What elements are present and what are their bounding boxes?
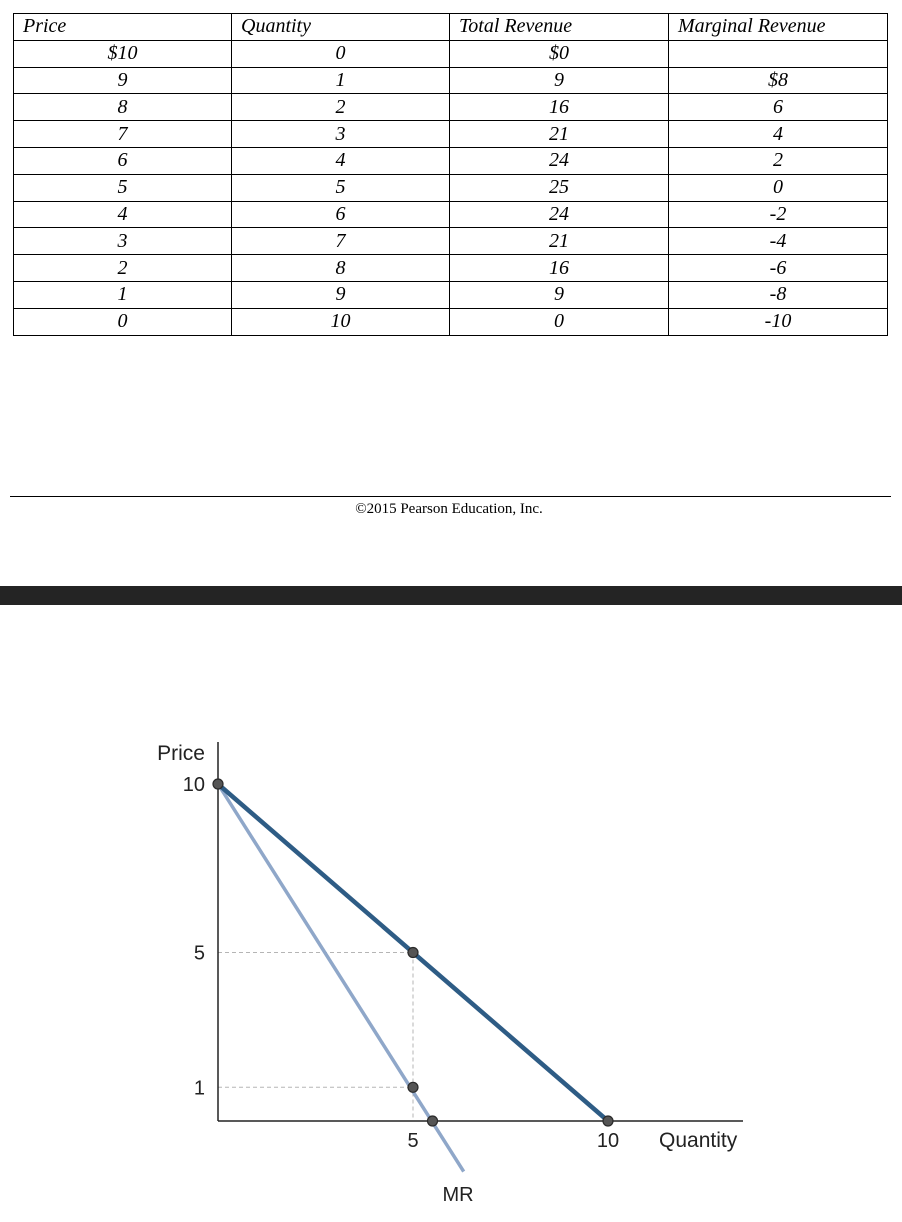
x-axis-label: Quantity	[659, 1129, 738, 1152]
table-cell: 4	[232, 147, 450, 174]
column-header: Marginal Revenue	[669, 14, 888, 41]
table-body	[14, 40, 888, 335]
table-cell: 0	[450, 308, 669, 335]
copyright-notice: ©2015 Pearson Education, Inc.	[355, 501, 543, 517]
table-row	[14, 121, 888, 148]
mr-curve	[218, 784, 464, 1172]
y-tick-label: 5	[193, 942, 205, 965]
table-row	[14, 40, 888, 67]
table-cell: -8	[669, 281, 888, 308]
table-cell: 8	[14, 94, 232, 121]
data-point	[428, 1116, 438, 1126]
table-cell: 1	[232, 67, 450, 94]
data-point	[408, 948, 418, 958]
table-row	[14, 308, 888, 335]
data-point	[603, 1116, 613, 1126]
table-cell: $10	[14, 40, 232, 67]
table-row	[14, 147, 888, 174]
table-row	[14, 281, 888, 308]
table-row	[14, 94, 888, 121]
table-cell: 21	[450, 228, 669, 255]
table-cell: 3	[14, 228, 232, 255]
table-cell: -10	[669, 308, 888, 335]
table-row	[14, 174, 888, 201]
table-cell: 3	[232, 121, 450, 148]
table-row	[14, 67, 888, 94]
table-cell: 0	[232, 40, 450, 67]
x-tick-label: 10	[596, 1130, 620, 1152]
table-cell: 0	[669, 174, 888, 201]
column-header: Price	[14, 14, 232, 41]
table-cell: 24	[450, 201, 669, 228]
table-cell: 16	[450, 94, 669, 121]
table-cell: 7	[232, 228, 450, 255]
table-cell	[669, 40, 888, 67]
table-cell: -4	[669, 228, 888, 255]
table-header-row	[14, 14, 888, 41]
table-cell: 5	[14, 174, 232, 201]
revenue-table	[13, 13, 888, 336]
table-cell: 9	[232, 281, 450, 308]
table-cell: 24	[450, 147, 669, 174]
data-point	[213, 779, 223, 789]
y-tick-label: 1	[193, 1077, 205, 1100]
data-point	[408, 1082, 418, 1092]
column-header: Total Revenue	[450, 14, 669, 41]
y-tick-label: 10	[182, 774, 205, 796]
table-cell: -6	[669, 255, 888, 282]
y-axis-label: Price	[157, 742, 205, 765]
table-cell: 2	[14, 255, 232, 282]
table-cell: 5	[232, 174, 450, 201]
table-cell: 9	[450, 67, 669, 94]
table-cell: 9	[14, 67, 232, 94]
mr-label: MR	[442, 1184, 474, 1206]
table-cell: 6	[669, 94, 888, 121]
table-cell: 0	[14, 308, 232, 335]
table-cell: 10	[232, 308, 450, 335]
table-cell: 25	[450, 174, 669, 201]
table-cell: -2	[669, 201, 888, 228]
table-cell: 6	[14, 147, 232, 174]
table-cell: $8	[669, 67, 888, 94]
table-cell: 8	[232, 255, 450, 282]
table-cell: 1	[14, 281, 232, 308]
table-cell: 2	[232, 94, 450, 121]
table-cell: 9	[450, 281, 669, 308]
x-tick-label: 5	[407, 1130, 419, 1152]
column-header: Quantity	[232, 14, 450, 41]
table-cell: 2	[669, 147, 888, 174]
table-cell: 4	[14, 201, 232, 228]
table-row	[14, 201, 888, 228]
table-row	[14, 228, 888, 255]
table-cell: 21	[450, 121, 669, 148]
dark-separator-band	[0, 586, 902, 605]
table-cell: 7	[14, 121, 232, 148]
table-cell: 16	[450, 255, 669, 282]
table-cell: 6	[232, 201, 450, 228]
table-cell: $0	[450, 40, 669, 67]
table-row	[14, 255, 888, 282]
demand-mr-chart	[0, 720, 902, 1220]
table-cell: 4	[669, 121, 888, 148]
divider-line	[10, 496, 891, 497]
